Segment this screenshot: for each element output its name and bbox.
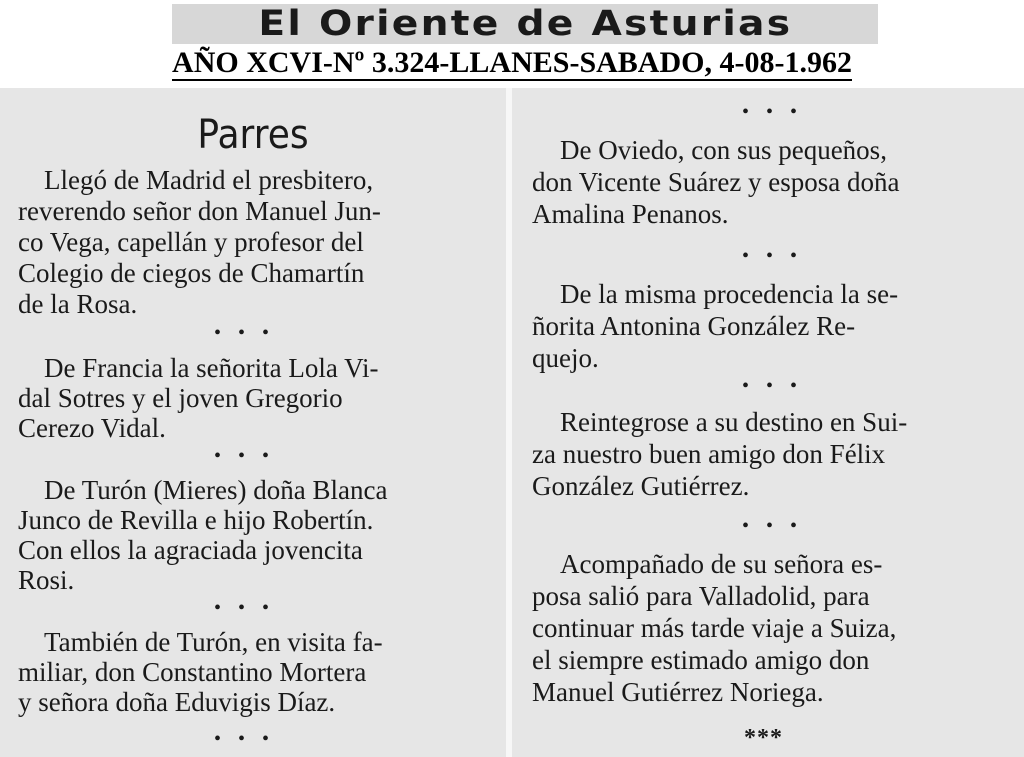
text-line-first-indent: [44, 164, 474, 196]
text-line: posa salió para Valladolid, para: [532, 581, 870, 611]
separator-dots: • • •: [214, 597, 276, 619]
text-line: dal Sotres y el joven Gregorio: [18, 383, 343, 413]
issue-line: [0, 46, 1024, 80]
separator-dots: • • •: [742, 245, 804, 267]
text-line: Junco de Revilla e hijo Robertín.: [18, 505, 374, 535]
text-line: [44, 352, 474, 384]
section-heading: Parres: [197, 112, 309, 158]
left-column: [0, 88, 506, 757]
text-line: Acompañado de su señora es-: [560, 549, 883, 579]
text-line: [560, 548, 1016, 580]
text-line: [18, 534, 476, 566]
text-line: co Vega, capellán y profesor del: [18, 227, 364, 257]
text-line: [18, 504, 476, 536]
separator-dots: • • •: [742, 101, 804, 123]
separator-dots: • • •: [214, 322, 276, 344]
text-line: De Oviedo, con sus pequeños,: [560, 135, 887, 165]
separator-dots: • • •: [214, 445, 276, 467]
masthead-banner: [172, 4, 878, 44]
text-line: ñorita Antonina González Re-: [532, 311, 856, 341]
separator-dots: • • •: [742, 375, 804, 397]
text-line: Llegó de Madrid el presbitero,: [44, 165, 374, 195]
newspaper-title: El Oriente de Asturias: [258, 3, 792, 44]
text-line: [560, 134, 1016, 166]
text-line: [532, 470, 1016, 502]
text-line: Manuel Gutiérrez Noriega.: [532, 677, 824, 707]
text-line: de la Rosa.: [18, 289, 138, 319]
text-line: Colegio de ciegos de Chamartín: [18, 258, 365, 288]
text-line: [560, 406, 1016, 438]
text-line: [18, 226, 476, 258]
text-line: De Francia la señorita Lola Vi-: [44, 353, 379, 383]
text-line: González Gutiérrez.: [532, 471, 750, 501]
text-line: [532, 676, 1016, 708]
text-line: quejo.: [532, 343, 599, 373]
text-line: [532, 580, 1016, 612]
text-line: [18, 195, 476, 227]
issue-line-text: AÑO XCVI-Nº 3.324-LLANES-SABADO, 4-08-1.962: [172, 46, 852, 79]
text-line: [18, 257, 476, 289]
text-line: De la misma procedencia la se-: [560, 279, 899, 309]
text-line: [18, 412, 476, 444]
end-separator: ***: [744, 725, 783, 751]
right-column: [512, 88, 1024, 757]
text-line: [532, 438, 1016, 470]
text-line: reverendo señor don Manuel Jun-: [18, 196, 381, 226]
text-line: continuar más tarde viaje a Suiza,: [532, 613, 897, 643]
text-line: miliar, don Constantino Mortera: [18, 657, 367, 687]
text-line: [532, 342, 1016, 374]
text-line: [44, 474, 474, 506]
text-line: Rosi.: [18, 565, 75, 595]
text-line: [18, 382, 476, 414]
text-line: Con ellos la agraciada jovencita: [18, 535, 363, 565]
text-line: don Vicente Suárez y esposa doña: [532, 167, 900, 197]
text-line: Cerezo Vidal.: [18, 413, 166, 443]
separator-dots: • • •: [742, 515, 804, 537]
separator-dots: • • •: [214, 728, 276, 750]
text-line: [532, 612, 1016, 644]
text-line: [18, 656, 476, 688]
text-line: [18, 288, 476, 320]
text-line: [560, 278, 1016, 310]
text-line: De Turón (Mieres) doña Blanca: [44, 475, 388, 505]
text-line: [532, 310, 1016, 342]
text-line: Amalina Penanos.: [532, 199, 729, 229]
text-line: [18, 686, 476, 718]
text-line: [532, 166, 1016, 198]
text-line: y señora doña Eduvigis Díaz.: [18, 687, 336, 717]
text-line: También de Turón, en visita fa-: [44, 627, 383, 657]
text-line: el siempre estimado amigo don: [532, 645, 870, 675]
text-line: Reintegrose a su destino en Sui-: [560, 407, 908, 437]
text-line: [18, 564, 476, 596]
text-line: [44, 626, 474, 658]
text-line: [532, 644, 1016, 676]
text-line: za nuestro buen amigo don Félix: [532, 439, 886, 469]
text-line: [532, 198, 1016, 230]
